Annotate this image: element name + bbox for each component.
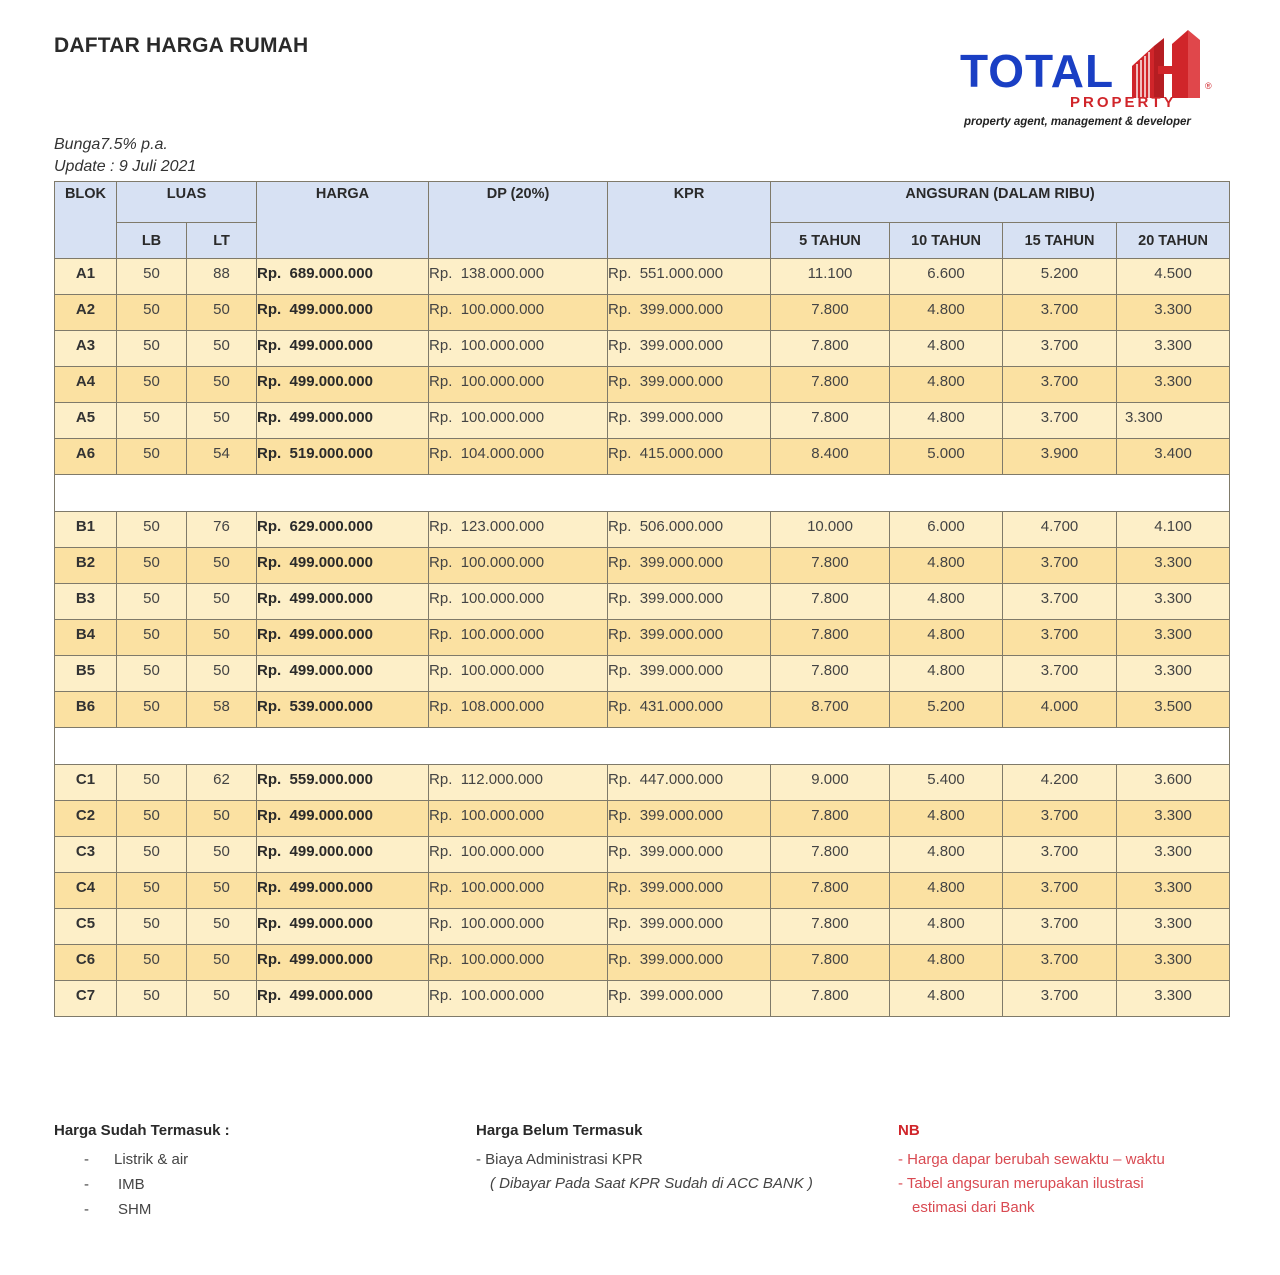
cell-lt: 50 xyxy=(187,367,257,403)
header-lb: LB xyxy=(117,223,187,259)
cell-15-tahun: 5.200 xyxy=(1003,259,1117,295)
table-row xyxy=(55,548,1230,584)
cell-lb: 50 xyxy=(117,692,187,728)
cell-blok: C7 xyxy=(55,981,117,1017)
cell-5-tahun: 7.800 xyxy=(771,403,890,439)
cell-10-tahun: 4.800 xyxy=(890,367,1003,403)
cell-dp: Rp. 138.000.000 xyxy=(429,259,608,295)
cell-harga: Rp. 499.000.000 xyxy=(257,873,429,909)
cell-15-tahun: 3.700 xyxy=(1003,801,1117,837)
cell-lt: 50 xyxy=(187,837,257,873)
cell-harga: Rp. 499.000.000 xyxy=(257,837,429,873)
included-title: Harga Sudah Termasuk : xyxy=(54,1122,230,1139)
cell-blok: A2 xyxy=(55,295,117,331)
cell-harga: Rp. 559.000.000 xyxy=(257,765,429,801)
cell-blok: B4 xyxy=(55,620,117,656)
cell-dp: Rp. 100.000.000 xyxy=(429,295,608,331)
cell-harga: Rp. 539.000.000 xyxy=(257,692,429,728)
cell-harga: Rp. 689.000.000 xyxy=(257,259,429,295)
cell-harga: Rp. 499.000.000 xyxy=(257,548,429,584)
cell-lb: 50 xyxy=(117,548,187,584)
cell-10-tahun: 5.200 xyxy=(890,692,1003,728)
cell-lt: 50 xyxy=(187,295,257,331)
cell-10-tahun: 5.000 xyxy=(890,439,1003,475)
building-icon xyxy=(1128,28,1204,98)
cell-dp: Rp. 108.000.000 xyxy=(429,692,608,728)
excluded-note: ( Dibayar Pada Saat KPR Sudah di ACC BANK ) xyxy=(490,1175,813,1192)
cell-lt: 76 xyxy=(187,512,257,548)
nb-title: NB xyxy=(898,1122,920,1139)
cell-5-tahun: 7.800 xyxy=(771,981,890,1017)
cell-10-tahun: 4.800 xyxy=(890,620,1003,656)
cell-5-tahun: 11.100 xyxy=(771,259,890,295)
cell-lt: 50 xyxy=(187,909,257,945)
cell-blok: A6 xyxy=(55,439,117,475)
cell-10-tahun: 4.800 xyxy=(890,801,1003,837)
cell-harga: Rp. 499.000.000 xyxy=(257,801,429,837)
cell-dp: Rp. 100.000.000 xyxy=(429,367,608,403)
table-row xyxy=(55,765,1230,801)
logo-brand: TOTAL xyxy=(960,45,1115,97)
cell-harga: Rp. 499.000.000 xyxy=(257,909,429,945)
bullet: - xyxy=(84,1176,89,1193)
cell-lt: 50 xyxy=(187,981,257,1017)
excluded-item: - Biaya Administrasi KPR xyxy=(476,1151,643,1168)
included-item xyxy=(54,1201,230,1226)
cell-10-tahun: 5.400 xyxy=(890,765,1003,801)
cell-lb: 50 xyxy=(117,620,187,656)
update-date: Update : 9 Juli 2021 xyxy=(54,158,197,175)
cell-10-tahun: 4.800 xyxy=(890,945,1003,981)
cell-20-tahun: 3.300 xyxy=(1117,295,1230,331)
cell-15-tahun: 3.700 xyxy=(1003,656,1117,692)
cell-harga: Rp. 499.000.000 xyxy=(257,620,429,656)
cell-20-tahun: 3.600 xyxy=(1117,765,1230,801)
cell-5-tahun: 9.000 xyxy=(771,765,890,801)
header-10-tahun: 10 TAHUN xyxy=(890,223,1003,259)
cell-kpr: Rp. 399.000.000 xyxy=(608,295,771,331)
cell-lb: 50 xyxy=(117,801,187,837)
included-item-text: SHM xyxy=(118,1201,152,1218)
cell-5-tahun: 7.800 xyxy=(771,295,890,331)
cell-dp: Rp. 100.000.000 xyxy=(429,548,608,584)
cell-kpr: Rp. 399.000.000 xyxy=(608,656,771,692)
cell-dp: Rp. 100.000.000 xyxy=(429,981,608,1017)
cell-harga: Rp. 499.000.000 xyxy=(257,584,429,620)
cell-kpr: Rp. 447.000.000 xyxy=(608,765,771,801)
cell-kpr: Rp. 399.000.000 xyxy=(608,801,771,837)
cell-lt: 58 xyxy=(187,692,257,728)
cell-dp: Rp. 100.000.000 xyxy=(429,801,608,837)
cell-kpr: Rp. 399.000.000 xyxy=(608,367,771,403)
cell-harga: Rp. 499.000.000 xyxy=(257,656,429,692)
header-luas: LUAS xyxy=(117,182,257,223)
cell-kpr: Rp. 399.000.000 xyxy=(608,403,771,439)
cell-10-tahun: 4.800 xyxy=(890,548,1003,584)
cell-15-tahun: 3.700 xyxy=(1003,981,1117,1017)
cell-5-tahun: 7.800 xyxy=(771,945,890,981)
nb-section xyxy=(898,1122,1165,1223)
excluded-section xyxy=(476,1122,813,1199)
cell-harga: Rp. 629.000.000 xyxy=(257,512,429,548)
cell-lt: 50 xyxy=(187,403,257,439)
table-row xyxy=(55,837,1230,873)
cell-lb: 50 xyxy=(117,656,187,692)
header-20-tahun: 20 TAHUN xyxy=(1117,223,1230,259)
table-row xyxy=(55,295,1230,331)
table-row xyxy=(55,692,1230,728)
cell-5-tahun: 8.700 xyxy=(771,692,890,728)
cell-harga: Rp. 519.000.000 xyxy=(257,439,429,475)
page-title: DAFTAR HARGA RUMAH xyxy=(54,34,309,57)
cell-kpr: Rp. 551.000.000 xyxy=(608,259,771,295)
cell-10-tahun: 4.800 xyxy=(890,403,1003,439)
table-row xyxy=(55,331,1230,367)
cell-10-tahun: 4.800 xyxy=(890,656,1003,692)
table-row xyxy=(55,512,1230,548)
cell-lt: 54 xyxy=(187,439,257,475)
table-row xyxy=(55,403,1230,439)
table-row xyxy=(55,873,1230,909)
header-blok: BLOK xyxy=(55,182,117,259)
spacer-cell xyxy=(55,475,1230,512)
cell-20-tahun: 3.300 xyxy=(1117,981,1230,1017)
cell-20-tahun: 3.300 xyxy=(1117,801,1230,837)
cell-15-tahun: 3.700 xyxy=(1003,909,1117,945)
cell-15-tahun: 3.700 xyxy=(1003,295,1117,331)
cell-15-tahun: 4.700 xyxy=(1003,512,1117,548)
cell-lb: 50 xyxy=(117,295,187,331)
cell-15-tahun: 3.700 xyxy=(1003,548,1117,584)
cell-lb: 50 xyxy=(117,259,187,295)
header-5-tahun: 5 TAHUN xyxy=(771,223,890,259)
cell-5-tahun: 7.800 xyxy=(771,367,890,403)
included-item-text: IMB xyxy=(118,1176,145,1193)
cell-dp: Rp. 104.000.000 xyxy=(429,439,608,475)
nb-line: - Tabel angsuran merupakan ilustrasi xyxy=(898,1175,1144,1192)
cell-lt: 50 xyxy=(187,620,257,656)
table-row xyxy=(55,801,1230,837)
bullet: - xyxy=(84,1151,89,1168)
spacer-row xyxy=(55,475,1230,512)
header-15-tahun: 15 TAHUN xyxy=(1003,223,1117,259)
cell-lb: 50 xyxy=(117,439,187,475)
table-row xyxy=(55,945,1230,981)
cell-dp: Rp. 100.000.000 xyxy=(429,403,608,439)
cell-5-tahun: 7.800 xyxy=(771,801,890,837)
cell-harga: Rp. 499.000.000 xyxy=(257,403,429,439)
cell-10-tahun: 4.800 xyxy=(890,295,1003,331)
cell-20-tahun: 3.300 xyxy=(1117,331,1230,367)
cell-kpr: Rp. 399.000.000 xyxy=(608,584,771,620)
cell-harga: Rp. 499.000.000 xyxy=(257,295,429,331)
cell-5-tahun: 7.800 xyxy=(771,873,890,909)
cell-blok: A3 xyxy=(55,331,117,367)
cell-5-tahun: 7.800 xyxy=(771,548,890,584)
cell-harga: Rp. 499.000.000 xyxy=(257,981,429,1017)
price-table xyxy=(54,181,1230,1017)
cell-dp: Rp. 100.000.000 xyxy=(429,909,608,945)
cell-kpr: Rp. 399.000.000 xyxy=(608,909,771,945)
included-item xyxy=(54,1151,230,1176)
cell-5-tahun: 7.800 xyxy=(771,584,890,620)
cell-lb: 50 xyxy=(117,765,187,801)
cell-lt: 50 xyxy=(187,548,257,584)
cell-blok: A4 xyxy=(55,367,117,403)
cell-10-tahun: 4.800 xyxy=(890,837,1003,873)
bullet: - xyxy=(84,1201,89,1218)
cell-15-tahun: 4.200 xyxy=(1003,765,1117,801)
cell-lt: 50 xyxy=(187,801,257,837)
cell-lt: 50 xyxy=(187,331,257,367)
cell-lb: 50 xyxy=(117,512,187,548)
table-row xyxy=(55,367,1230,403)
cell-kpr: Rp. 399.000.000 xyxy=(608,945,771,981)
nb-line: estimasi dari Bank xyxy=(912,1199,1035,1216)
cell-dp: Rp. 100.000.000 xyxy=(429,584,608,620)
cell-blok: B3 xyxy=(55,584,117,620)
cell-10-tahun: 4.800 xyxy=(890,873,1003,909)
cell-20-tahun: 3.300 xyxy=(1117,584,1230,620)
cell-20-tahun: 3.500 xyxy=(1117,692,1230,728)
cell-15-tahun: 3.700 xyxy=(1003,367,1117,403)
table-row xyxy=(55,584,1230,620)
cell-dp: Rp. 112.000.000 xyxy=(429,765,608,801)
header-harga: HARGA xyxy=(257,182,429,259)
cell-lt: 50 xyxy=(187,873,257,909)
cell-15-tahun: 3.700 xyxy=(1003,620,1117,656)
table-row xyxy=(55,439,1230,475)
included-item-text: Listrik & air xyxy=(114,1151,189,1168)
cell-20-tahun: 3.300 xyxy=(1117,909,1230,945)
header-lt: LT xyxy=(187,223,257,259)
cell-dp: Rp. 100.000.000 xyxy=(429,620,608,656)
table-row xyxy=(55,620,1230,656)
cell-lb: 50 xyxy=(117,981,187,1017)
cell-lb: 50 xyxy=(117,873,187,909)
cell-5-tahun: 7.800 xyxy=(771,837,890,873)
cell-10-tahun: 4.800 xyxy=(890,981,1003,1017)
table-row xyxy=(55,656,1230,692)
cell-lb: 50 xyxy=(117,945,187,981)
cell-10-tahun: 6.600 xyxy=(890,259,1003,295)
spacer-row xyxy=(55,728,1230,765)
cell-20-tahun: 3.300 xyxy=(1117,656,1230,692)
cell-blok: B6 xyxy=(55,692,117,728)
nb-line: - Harga dapar berubah sewaktu – waktu xyxy=(898,1151,1165,1168)
cell-kpr: Rp. 399.000.000 xyxy=(608,620,771,656)
table-row xyxy=(55,909,1230,945)
cell-lb: 50 xyxy=(117,331,187,367)
cell-20-tahun: 3.300 xyxy=(1117,945,1230,981)
cell-15-tahun: 3.700 xyxy=(1003,331,1117,367)
cell-15-tahun: 3.700 xyxy=(1003,945,1117,981)
cell-blok: C3 xyxy=(55,837,117,873)
cell-15-tahun: 3.900 xyxy=(1003,439,1117,475)
cell-blok: B5 xyxy=(55,656,117,692)
cell-15-tahun: 3.700 xyxy=(1003,584,1117,620)
included-section xyxy=(54,1122,230,1226)
cell-lt: 62 xyxy=(187,765,257,801)
cell-10-tahun: 4.800 xyxy=(890,909,1003,945)
cell-20-tahun: 3.300 xyxy=(1117,873,1230,909)
price-table-body xyxy=(55,259,1230,1017)
total-property-logo xyxy=(958,26,1218,136)
cell-blok: A5 xyxy=(55,403,117,439)
cell-dp: Rp. 100.000.000 xyxy=(429,945,608,981)
cell-dp: Rp. 100.000.000 xyxy=(429,873,608,909)
registered-mark: ® xyxy=(1205,81,1212,91)
header-dp: DP (20%) xyxy=(429,182,608,259)
cell-lb: 50 xyxy=(117,837,187,873)
cell-blok: C6 xyxy=(55,945,117,981)
cell-20-tahun: 4.500 xyxy=(1117,259,1230,295)
logo-tagline: property agent, management & developer xyxy=(964,116,1191,128)
cell-dp: Rp. 123.000.000 xyxy=(429,512,608,548)
cell-15-tahun: 4.000 xyxy=(1003,692,1117,728)
cell-kpr: Rp. 506.000.000 xyxy=(608,512,771,548)
cell-lt: 50 xyxy=(187,656,257,692)
cell-20-tahun: 3.300 xyxy=(1117,548,1230,584)
interest-rate: Bunga7.5% p.a. xyxy=(54,136,168,153)
cell-20-tahun: 3.400 xyxy=(1117,439,1230,475)
cell-kpr: Rp. 399.000.000 xyxy=(608,548,771,584)
cell-15-tahun: 3.700 xyxy=(1003,873,1117,909)
cell-lb: 50 xyxy=(117,403,187,439)
cell-5-tahun: 7.800 xyxy=(771,909,890,945)
cell-lt: 50 xyxy=(187,945,257,981)
table-row xyxy=(55,981,1230,1017)
cell-blok: B2 xyxy=(55,548,117,584)
cell-lt: 50 xyxy=(187,584,257,620)
cell-lb: 50 xyxy=(117,367,187,403)
cell-kpr: Rp. 399.000.000 xyxy=(608,331,771,367)
cell-blok: A1 xyxy=(55,259,117,295)
cell-harga: Rp. 499.000.000 xyxy=(257,331,429,367)
cell-kpr: Rp. 415.000.000 xyxy=(608,439,771,475)
cell-10-tahun: 4.800 xyxy=(890,584,1003,620)
cell-kpr: Rp. 399.000.000 xyxy=(608,981,771,1017)
cell-20-tahun: 3.300 xyxy=(1117,837,1230,873)
cell-blok: C1 xyxy=(55,765,117,801)
logo-subtitle: PROPERTY xyxy=(1070,94,1177,111)
spacer-cell xyxy=(55,728,1230,765)
included-item xyxy=(54,1176,230,1201)
cell-dp: Rp. 100.000.000 xyxy=(429,837,608,873)
cell-harga: Rp. 499.000.000 xyxy=(257,945,429,981)
cell-kpr: Rp. 399.000.000 xyxy=(608,873,771,909)
cell-dp: Rp. 100.000.000 xyxy=(429,331,608,367)
cell-15-tahun: 3.700 xyxy=(1003,837,1117,873)
cell-blok: C5 xyxy=(55,909,117,945)
cell-10-tahun: 4.800 xyxy=(890,331,1003,367)
cell-lb: 50 xyxy=(117,909,187,945)
cell-blok: C2 xyxy=(55,801,117,837)
cell-5-tahun: 8.400 xyxy=(771,439,890,475)
cell-dp: Rp. 100.000.000 xyxy=(429,656,608,692)
cell-lb: 50 xyxy=(117,584,187,620)
cell-15-tahun: 3.700 xyxy=(1003,403,1117,439)
cell-5-tahun: 7.800 xyxy=(771,656,890,692)
excluded-title: Harga Belum Termasuk xyxy=(476,1122,643,1139)
cell-kpr: Rp. 431.000.000 xyxy=(608,692,771,728)
cell-20-tahun: 3.300 xyxy=(1117,620,1230,656)
cell-5-tahun: 7.800 xyxy=(771,620,890,656)
header-kpr: KPR xyxy=(608,182,771,259)
cell-blok: B1 xyxy=(55,512,117,548)
cell-kpr: Rp. 399.000.000 xyxy=(608,837,771,873)
cell-blok: C4 xyxy=(55,873,117,909)
cell-5-tahun: 10.000 xyxy=(771,512,890,548)
header-angsuran: ANGSURAN (DALAM RIBU) xyxy=(771,182,1230,223)
cell-20-tahun: 4.100 xyxy=(1117,512,1230,548)
cell-20-tahun: 3.300 xyxy=(1117,367,1230,403)
cell-5-tahun: 7.800 xyxy=(771,331,890,367)
table-row xyxy=(55,259,1230,295)
cell-10-tahun: 6.000 xyxy=(890,512,1003,548)
cell-harga: Rp. 499.000.000 xyxy=(257,367,429,403)
cell-20-tahun: 3.300 xyxy=(1117,403,1230,439)
cell-lt: 88 xyxy=(187,259,257,295)
